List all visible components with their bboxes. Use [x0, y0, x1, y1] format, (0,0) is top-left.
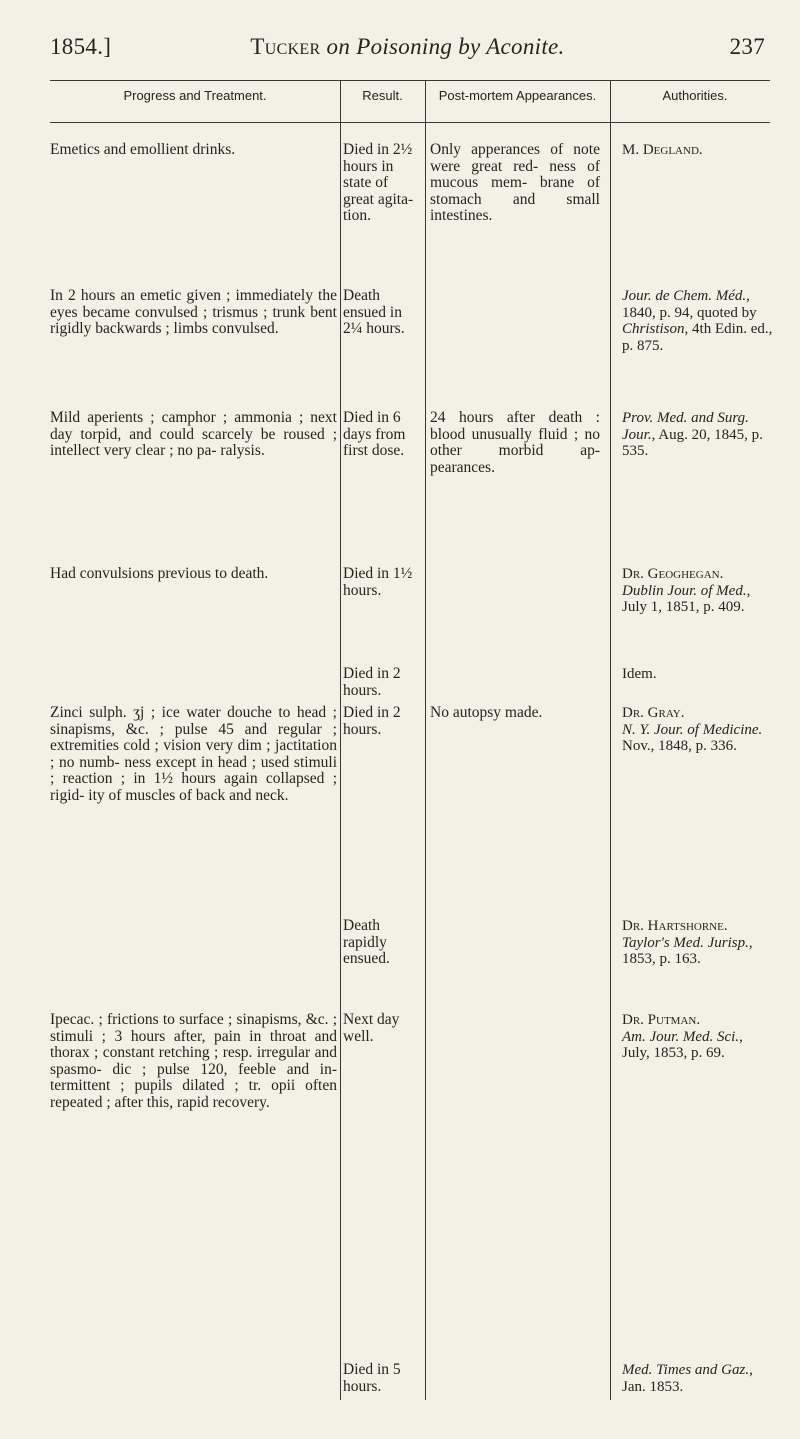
case4-authority-name: Dr. Geoghegan.: [622, 566, 724, 582]
case3-postmortem: 24 hours after death : blood unusually fluid ; no other morbid ap- pearances.: [430, 409, 600, 476]
header-year: 1854.]: [50, 34, 112, 59]
case3-progress: Mild aperients ; camphor ; ammonia ; next day torpid, and could scarcely be roused ; intellect very clear ; no pa- ralysis.: [50, 409, 337, 459]
case2-result: Death ensued in 2¼ hours.: [343, 287, 405, 337]
column-divider-3: [610, 80, 611, 1400]
case5-authority: Idem.: [622, 666, 657, 682]
header-connector: on: [326, 34, 351, 59]
header-title: [50, 34, 765, 60]
column-header-postmortem: Post-mortem Appearances.: [438, 88, 597, 103]
table-header-rule: [50, 122, 770, 123]
case4-authority-journal: Dublin Jour. of Med.: [622, 582, 747, 599]
case2-authority-journal: Jour. de Chem. Méd.: [622, 288, 747, 304]
case3-authority-journal: Prov. Med. and Surg. Jour.: [622, 410, 749, 443]
case6-postmortem: No autopsy made.: [430, 704, 543, 721]
case8-result: Next day well.: [343, 1011, 400, 1045]
case1-postmortem: Only apperances of note were great red- ness of mucous mem- brane of stomach and small intestines.: [430, 141, 600, 224]
case7-authority: Dr. Hartshorne. Taylor's Med. Jurisp., 1853, p. 163.: [622, 918, 753, 967]
case6-authority-journal: N. Y. Jour. of Medicine.: [622, 721, 763, 738]
case7-authority-journal: Taylor's Med. Jurisp.: [622, 934, 749, 951]
header-title-text: Poisoning by Aconite.: [356, 34, 565, 59]
case4-authority: Dr. Geoghegan. Dublin Jour. of Med., July 1, 1851, p. 409.: [622, 566, 751, 615]
case9-authority-journal: Med. Times and Gaz.: [622, 1362, 750, 1378]
case9-result: Died in 5 hours.: [343, 1361, 401, 1395]
case7-result: Death rapidly ensued.: [343, 917, 390, 967]
case1-result: Died in 2½ hours in state of great agita- tion.: [343, 141, 414, 224]
case2-authority: Jour. de Chem. Méd., 1840, p. 94, quoted by Christison, 4th Edin. ed., p. 875.: [622, 288, 773, 354]
header-author: Tucker: [250, 34, 321, 59]
case5-result: Died in 2 hours.: [343, 665, 401, 699]
column-header-progress: Progress and Treatment.: [123, 88, 267, 103]
page-number: 237: [729, 34, 765, 59]
case8-authority-journal: Am. Jour. Med. Sci.: [622, 1028, 740, 1045]
case3-result: Died in 6 days from first dose.: [343, 409, 406, 459]
case8-authority-name: Dr. Putman.: [622, 1012, 701, 1028]
case4-result: Died in 1½ hours.: [343, 565, 413, 599]
case1-progress: Emetics and emollient drinks.: [50, 141, 236, 158]
case3-authority: Prov. Med. and Surg. Jour., Aug. 20, 1845, p. 535.: [622, 410, 763, 459]
running-header: [50, 34, 765, 70]
case1-authority: M. Degland.: [622, 142, 703, 158]
case2-progress: In 2 hours an emetic given ; immediately the eyes became convulsed ; trismus ; trunk bent rigidly backwards ; limbs convulsed.: [50, 287, 337, 337]
column-divider-1: [340, 80, 341, 1400]
case6-authority: Dr. Gray. N. Y. Jour. of Medicine. Nov., 1848, p. 336.: [622, 705, 763, 754]
case8-authority: Dr. Putman. Am. Jour. Med. Sci., July, 1853, p. 69.: [622, 1012, 743, 1061]
case9-authority: Med. Times and Gaz., Jan. 1853.: [622, 1362, 753, 1395]
table-top-rule: [50, 80, 770, 81]
column-header-result: Result.: [362, 88, 403, 103]
case6-authority-name: Dr. Gray.: [622, 705, 685, 721]
case6-progress: Zinci sulph. ʒj ; ice water douche to head ; sinapisms, &c. ; pulse 45 and regular ; extremities cold ; vision very dim ; jactitation ; no numb- ness except in head ; used stimuli ; reaction ; in 1½ hours again collapsed ; rigid- ity of muscles of back and neck.: [50, 704, 337, 804]
case8-progress: Ipecac. ; frictions to surface ; sinapisms, &c. ; stimuli ; 3 hours after, pain in throat and thorax ; constant retching ; resp. irregular and spasmo- dic ; pulse 120, feeble and in- termittent ; pupils dilated ; tr. opii often repeated ; after this, rapid recovery.: [50, 1011, 337, 1111]
column-header-authorities: Authorities.: [662, 88, 728, 103]
column-divider-2: [425, 80, 426, 1400]
case4-progress: Had convulsions previous to death.: [50, 565, 269, 582]
case6-result: Died in 2 hours.: [343, 704, 401, 738]
case7-authority-name: Dr. Hartshorne.: [622, 918, 728, 934]
